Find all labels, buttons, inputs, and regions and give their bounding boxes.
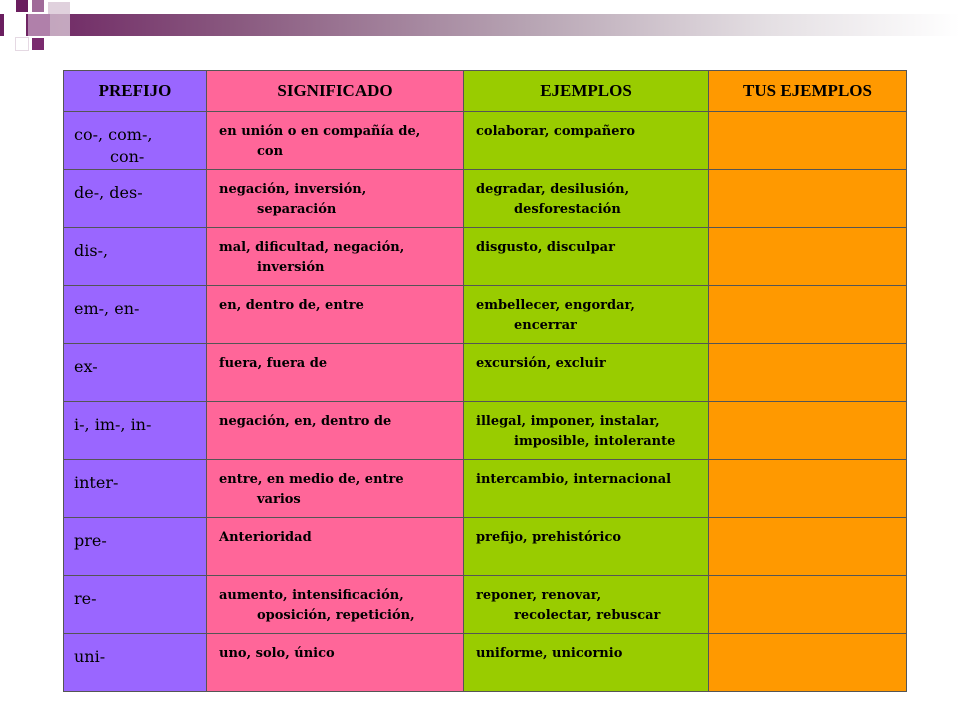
examples-cell (464, 228, 709, 286)
your-examples-cell[interactable] (709, 402, 907, 460)
examples-text: colaborar, compañero (476, 124, 636, 139)
meaning-text: separación (257, 202, 337, 217)
meaning-cell (207, 344, 464, 402)
decor-square (32, 38, 44, 50)
prefix-text: dis-, (74, 241, 109, 260)
meaning-text: negación, inversión, (219, 182, 367, 197)
meaning-text: aumento, intensificación, (219, 588, 404, 603)
prefix-cell (64, 286, 207, 344)
prefix-cell (64, 344, 207, 402)
decor-square (16, 0, 28, 12)
your-examples-cell[interactable] (709, 460, 907, 518)
examples-cell (464, 576, 709, 634)
prefix-text: de-, des- (74, 183, 143, 202)
your-examples-cell[interactable] (709, 518, 907, 576)
prefix-table (63, 70, 907, 692)
header-row (64, 71, 907, 112)
table-row (64, 228, 907, 286)
meaning-cell (207, 112, 464, 170)
decor-square (48, 2, 70, 36)
prefix-cell (64, 518, 207, 576)
meaning-cell (207, 228, 464, 286)
examples-cell (464, 112, 709, 170)
meaning-text: con (257, 144, 284, 159)
meaning-text: fuera, fuera de (219, 356, 328, 371)
meaning-text: oposición, repetición, (257, 608, 415, 623)
meaning-text: entre, en medio de, entre (219, 472, 404, 487)
meaning-text: en, dentro de, entre (219, 298, 364, 313)
examples-text: recolectar, rebuscar (514, 608, 661, 623)
table-row (64, 518, 907, 576)
prefix-cell (64, 228, 207, 286)
header-ejemplos: EJEMPLOS (464, 71, 709, 112)
prefix-cell (64, 634, 207, 692)
your-examples-cell[interactable] (709, 170, 907, 228)
your-examples-cell[interactable] (709, 286, 907, 344)
examples-text: uniforme, unicornio (476, 646, 623, 661)
examples-cell (464, 170, 709, 228)
gradient-bar (0, 14, 960, 36)
decor-square (32, 0, 44, 12)
meaning-cell (207, 170, 464, 228)
prefix-text: co-, com-, (74, 125, 153, 144)
examples-text: excursión, excluir (476, 356, 606, 371)
examples-cell (464, 634, 709, 692)
examples-text: imposible, intolerante (514, 434, 676, 449)
examples-cell (464, 286, 709, 344)
examples-text: embellecer, engordar, (476, 298, 635, 313)
prefix-text: em-, en- (74, 299, 140, 318)
decor-square (16, 38, 28, 50)
meaning-text: Anterioridad (219, 530, 312, 545)
meaning-text: mal, dificultad, negación, (219, 240, 405, 255)
table-row (64, 344, 907, 402)
table-row (64, 576, 907, 634)
examples-cell (464, 518, 709, 576)
prefix-text: con- (110, 147, 145, 166)
your-examples-cell[interactable] (709, 344, 907, 402)
examples-cell (464, 402, 709, 460)
your-examples-cell[interactable] (709, 576, 907, 634)
decor-square (4, 14, 26, 36)
prefix-cell (64, 576, 207, 634)
examples-text: illegal, imponer, instalar, (476, 414, 660, 429)
table-row (64, 170, 907, 228)
meaning-cell (207, 634, 464, 692)
examples-text: degradar, desilusión, (476, 182, 630, 197)
meaning-text: inversión (257, 260, 325, 275)
prefix-text: inter- (74, 473, 119, 492)
meaning-text: uno, solo, único (219, 646, 335, 661)
prefix-text: re- (74, 589, 97, 608)
examples-text: encerrar (514, 318, 577, 333)
your-examples-cell[interactable] (709, 112, 907, 170)
prefix-text: ex- (74, 357, 98, 376)
prefix-cell (64, 460, 207, 518)
examples-text: desforestación (514, 202, 621, 217)
meaning-text: varios (257, 492, 301, 507)
prefix-cell (64, 112, 207, 170)
meaning-text: en unión o en compañía de, (219, 124, 421, 139)
prefix-text: uni- (74, 647, 106, 666)
header-tus-ejemplos: TUS EJEMPLOS (709, 71, 907, 112)
meaning-cell (207, 518, 464, 576)
meaning-cell (207, 460, 464, 518)
meaning-text: negación, en, dentro de (219, 414, 392, 429)
header-significado: SIGNIFICADO (207, 71, 464, 112)
examples-text: disgusto, disculpar (476, 240, 615, 255)
prefix-cell (64, 402, 207, 460)
table-row (64, 286, 907, 344)
examples-text: reponer, renovar, (476, 588, 602, 603)
prefix-text: i-, im-, in- (74, 415, 152, 434)
your-examples-cell[interactable] (709, 228, 907, 286)
meaning-cell (207, 286, 464, 344)
meaning-cell (207, 576, 464, 634)
decor-square (28, 14, 50, 36)
meaning-cell (207, 402, 464, 460)
header-prefijo: PREFIJO (64, 71, 207, 112)
prefix-text: pre- (74, 531, 107, 550)
examples-cell (464, 460, 709, 518)
table-row (64, 634, 907, 692)
examples-text: prefijo, prehistórico (476, 530, 622, 545)
table-row (64, 402, 907, 460)
table-row (64, 460, 907, 518)
your-examples-cell[interactable] (709, 634, 907, 692)
examples-cell (464, 344, 709, 402)
prefix-cell (64, 170, 207, 228)
examples-text: intercambio, internacional (476, 472, 672, 487)
table-row (64, 112, 907, 170)
